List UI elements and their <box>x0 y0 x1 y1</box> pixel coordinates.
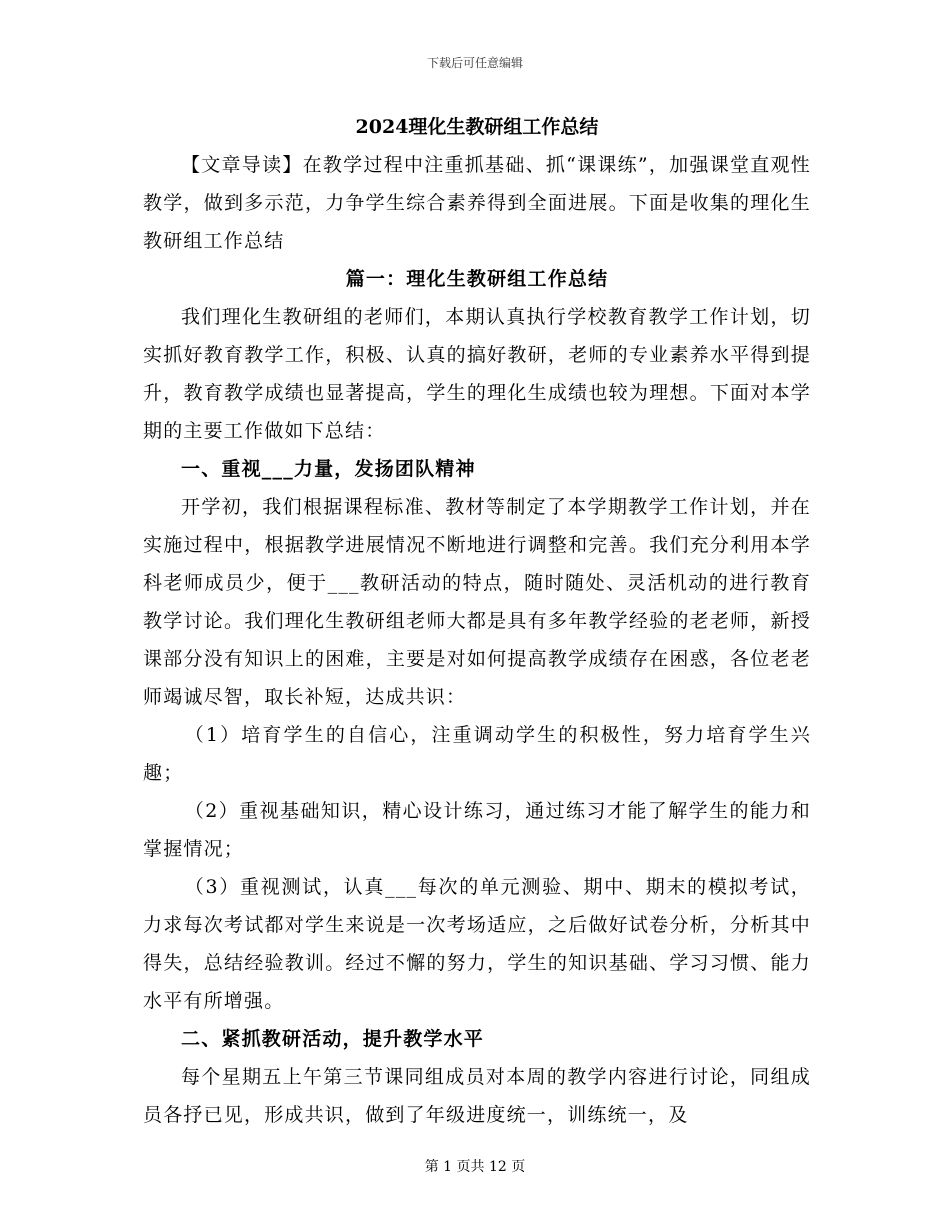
section-1-heading: 一、重视___力量，发扬团队精神 <box>181 458 476 480</box>
document-title: 2024理化生教研组工作总结 <box>355 116 599 138</box>
list-item-3: （3）重视测试，认真___每次的单元测验、期中、期末的模拟考试，力求每次考试都对学生来说是一次考场适应，之后做好试卷分析，分析其中得失，总结经验教训。经过不懈的努力，学生的知识基础、学习习惯、能力水平有所增强。 <box>143 876 811 1012</box>
paragraph-1: 我们理化生教研组的老师们，本期认真执行学校教育教学工作计划，切实抓好教育教学工作，积极、认真的搞好教研，老师的专业素养水平得到提升，教育教学成绩也显著提高，学生的理化生成绩也较为理想。下面对本学期的主要工作做如下总结： <box>143 306 811 442</box>
paragraph-2: 开学初，我们根据课程标准、教材等制定了本学期教学工作计划，并在实施过程中，根据教学进展情况不断地进行调整和完善。我们充分利用本学科老师成员少，便于___教研活动的特点，随时随处、灵活机动的进行教育教学讨论。我们理化生教研组老师大都是具有多年教学经验的老老师，新授课部分没有知识上的困难，主要是对如何提高教学成绩存在困惑，各位老老师竭诚尽智，取长补短，达成共识： <box>143 496 811 708</box>
intro-paragraph: 【文章导读】在教学过程中注重抓基础、抓“课课练”，加强课堂直观性教学，做到多示范，力争学生综合素养得到全面进展。下面是收集的理化生教研组工作总结 <box>143 154 811 252</box>
paragraph-3: 每个星期五上午第三节课同组成员对本周的教学内容进行讨论，同组成员各抒已见，形成共识，做到了年级进度统一，训练统一，及 <box>143 1066 811 1126</box>
list-item-2: （2）重视基础知识，精心设计练习，通过练习才能了解学生的能力和掌握情况； <box>143 800 811 860</box>
chapter-heading: 篇一：理化生教研组工作总结 <box>345 268 609 290</box>
list-item-1: （1）培育学生的自信心，注重调动学生的积极性，努力培育学生兴趣； <box>143 724 811 784</box>
header-note: 下载后可任意编辑 <box>426 56 523 70</box>
section-2-heading: 二、紧抓教研活动，提升教学水平 <box>181 1028 485 1050</box>
document-body <box>143 112 811 1134</box>
page-footer: 第 1 页共 12 页 <box>424 1159 526 1175</box>
